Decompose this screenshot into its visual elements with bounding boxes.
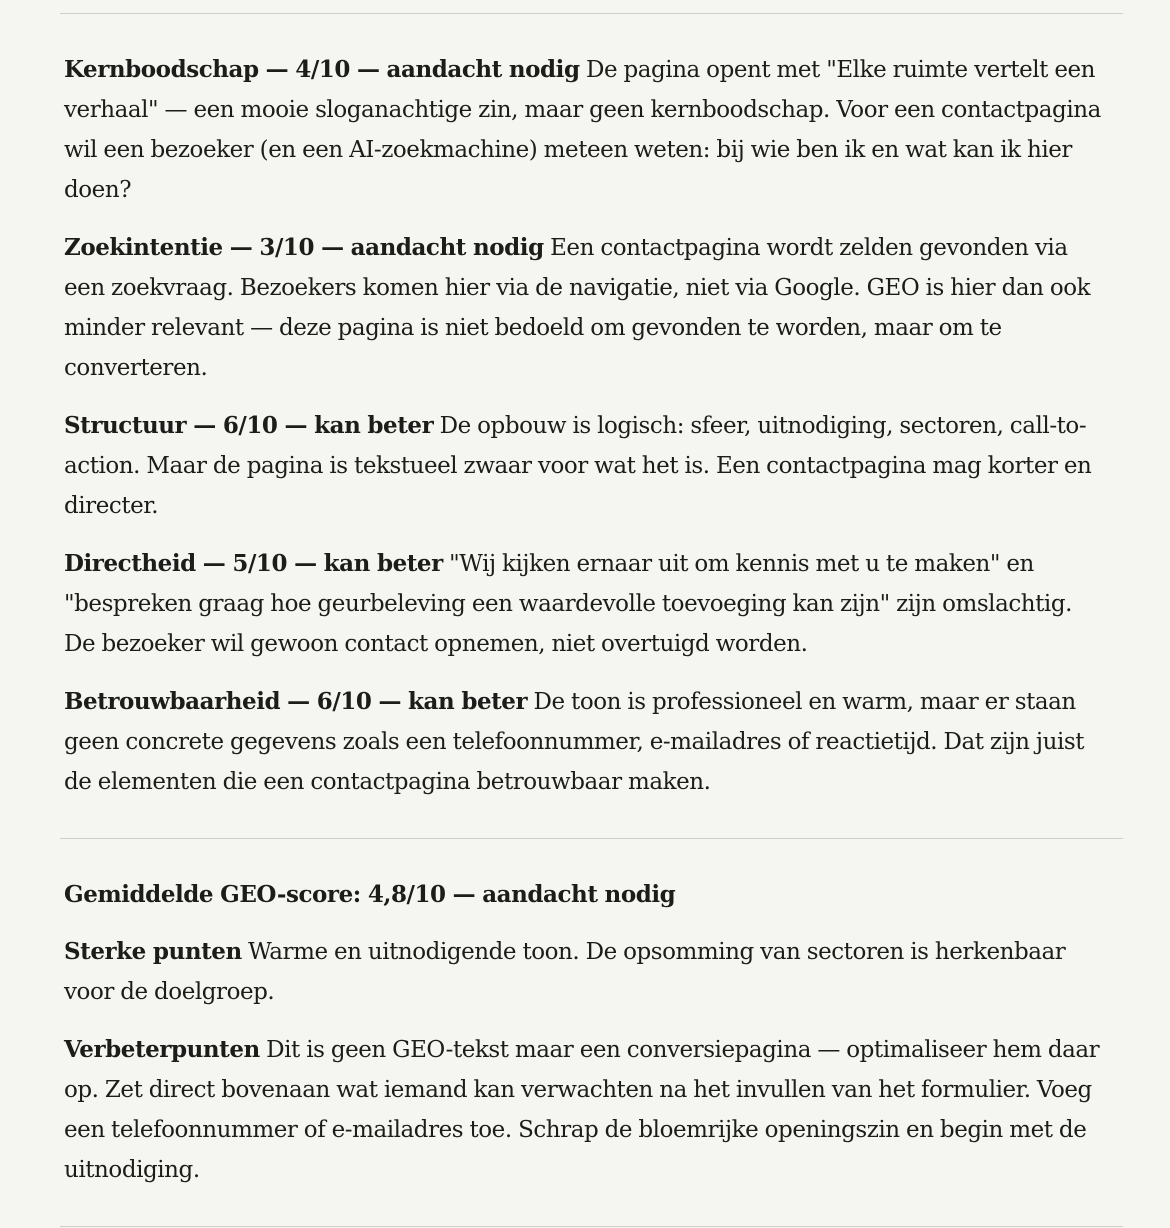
criterion-heading: Directheid — 5/10 — kan beter: [64, 550, 443, 577]
criterion-betrouwbaarheid: [64, 682, 1104, 802]
improvements-paragraph: [64, 1030, 1104, 1190]
average-score-title: Gemiddelde GEO-score: 4,8/10 — aandacht nodig: [64, 881, 676, 908]
strengths-heading: Sterke punten: [64, 938, 242, 965]
criterion-text: De toon is professioneel en warm, maar er staan geen concrete gegevens zoals een telefoonnummer, e-mailadres of reactietijd. Dat zijn juist de elementen die een contactpagina betrouwbaar maken.: [64, 689, 1085, 795]
criterion-heading: Kernboodschap — 4/10 — aandacht nodig: [64, 56, 580, 83]
improvements-heading: Verbeterpunten: [64, 1036, 260, 1063]
criterion-text: Een contactpagina wordt zelden gevonden via een zoekvraag. Bezoekers komen hier via de navigatie, niet via Google. GEO is hier dan ook minder relevant — deze pagina is niet bedoeld om gevonden te worden, maar om te converteren.: [64, 235, 1091, 381]
improvements-text: Dit is geen GEO-tekst maar een conversiepagina — optimaliseer hem daar op. Zet direct bovenaan wat iemand kan verwachten na het invullen van het formulier. Voeg een telefoonnummer of e-mailadres toe. Schrap de bloemrijke openingszin en begin met de uitnodiging.: [64, 1037, 1100, 1183]
criterion-kernboodschap: [64, 50, 1104, 210]
divider-top: [60, 13, 1123, 14]
criterion-text: De opbouw is logisch: sfeer, uitnodiging, sectoren, call-to-action. Maar de pagina is tekstueel zwaar voor wat het is. Een contactpagina mag korter en directer.: [64, 413, 1092, 519]
criterion-text: De pagina opent met "Elke ruimte vertelt een verhaal" — een mooie sloganachtige zin, maar geen kernboodschap. Voor een contactpagina wil een bezoeker (en een AI-zoekmachine) meteen weten: bij wie ben ik en wat kan ik hier doen?: [64, 57, 1101, 203]
criterion-text: "Wij kijken ernaar uit om kennis met u te maken" en "bespreken graag hoe geurbeleving een waardevolle toevoeging kan zijn" zijn omslachtig. De bezoeker wil gewoon contact opnemen, niet overtuigd worden.: [64, 551, 1072, 657]
divider-middle: [60, 838, 1123, 839]
summary-section: [64, 876, 1104, 1208]
criterion-heading: Structuur — 6/10 — kan beter: [64, 412, 434, 439]
criterion-structuur: [64, 406, 1104, 526]
strengths-text: Warme en uitnodigende toon. De opsomming van sectoren is herkenbaar voor de doelgroep.: [64, 939, 1066, 1005]
criterion-zoekintentie: [64, 228, 1104, 388]
criterion-heading: Zoekintentie — 3/10 — aandacht nodig: [64, 234, 544, 261]
criteria-section: [64, 50, 1104, 820]
strengths-paragraph: [64, 932, 1104, 1012]
criterion-heading: Betrouwbaarheid — 6/10 — kan beter: [64, 688, 528, 715]
divider-bottom: [60, 1226, 1123, 1227]
criterion-directheid: [64, 544, 1104, 664]
